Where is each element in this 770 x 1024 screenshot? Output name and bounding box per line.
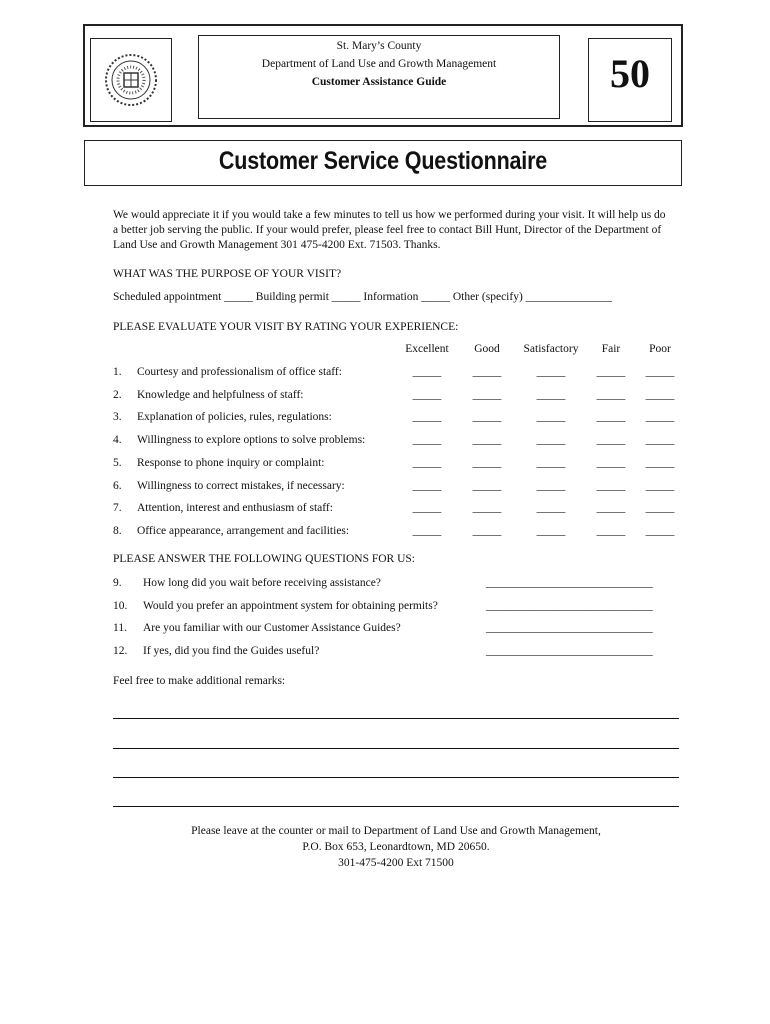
rating-blank-good[interactable]: _____ bbox=[472, 456, 502, 469]
rating-item-text: Explanation of policies, rules, regulations: bbox=[137, 411, 332, 424]
rating-blank-satisfactory[interactable]: _____ bbox=[536, 456, 566, 469]
rating-blank-fair[interactable]: _____ bbox=[596, 456, 626, 469]
rating-blank-excellent[interactable]: _____ bbox=[412, 434, 442, 447]
rating-item-text: Response to phone inquiry or complaint: bbox=[137, 456, 325, 469]
questions-heading: PLEASE ANSWER THE FOLLOWING QUESTIONS FOR US: bbox=[113, 553, 415, 565]
rating-blank-poor[interactable]: _____ bbox=[645, 388, 675, 401]
rating-item-text: Knowledge and helpfulness of staff: bbox=[137, 388, 304, 401]
rating-blank-excellent[interactable]: _____ bbox=[412, 388, 442, 401]
rating-blank-poor[interactable]: _____ bbox=[645, 411, 675, 424]
rating-blank-good[interactable]: _____ bbox=[472, 524, 502, 537]
rating-blank-satisfactory[interactable]: _____ bbox=[536, 502, 566, 515]
rating-item-number: 7. bbox=[113, 502, 122, 515]
question-number: 11. bbox=[113, 622, 127, 635]
county-name: St. Mary’s County bbox=[336, 40, 422, 52]
rating-column-excellent: Excellent bbox=[405, 343, 449, 355]
remarks-line[interactable] bbox=[113, 748, 679, 749]
rating-blank-satisfactory[interactable]: _____ bbox=[536, 524, 566, 537]
rating-blank-satisfactory[interactable]: _____ bbox=[536, 411, 566, 424]
question-answer-blank[interactable]: _____________________________ bbox=[486, 577, 653, 589]
rating-blank-excellent[interactable]: _____ bbox=[412, 524, 442, 537]
county-seal-icon bbox=[91, 39, 171, 121]
remarks-label: Feel free to make additional remarks: bbox=[113, 675, 286, 687]
footer-line-1: Please leave at the counter or mail to Department of Land Use and Growth Management, bbox=[191, 825, 601, 837]
rating-blank-poor[interactable]: _____ bbox=[645, 479, 675, 492]
rating-item-number: 6. bbox=[113, 479, 122, 492]
rating-blank-good[interactable]: _____ bbox=[472, 502, 502, 515]
question-number: 10. bbox=[113, 599, 128, 612]
rating-blank-fair[interactable]: _____ bbox=[596, 479, 626, 492]
purpose-options[interactable]: Scheduled appointment _____ Building permit _____ Information _____ Other (specify) _______________ bbox=[113, 291, 612, 303]
question-answer-blank[interactable]: _____________________________ bbox=[486, 645, 653, 658]
intro-paragraph: We would appreciate it if you would take a few minutes to tell us how we performed during your visit. It will help us do a better job serving the public. If your would prefer, please feel free to contact Bill Hunt, Director of the Department of Land Use and Growth Management 301 475-4200 Ext. 71503. Thanks. bbox=[113, 209, 666, 251]
rating-blank-satisfactory[interactable]: _____ bbox=[536, 479, 566, 492]
rating-item-number: 8. bbox=[113, 524, 122, 537]
rating-item-text: Office appearance, arrangement and facilities: bbox=[137, 524, 350, 537]
form-title: Customer Service Questionnaire bbox=[218, 147, 548, 175]
footer-line-3: 301-475-4200 Ext 71500 bbox=[338, 857, 454, 869]
question-text: If yes, did you find the Guides useful? bbox=[143, 645, 320, 658]
question-text: How long did you wait before receiving assistance? bbox=[143, 577, 381, 589]
rating-column-satisfactory: Satisfactory bbox=[523, 343, 579, 355]
question-number: 9. bbox=[113, 577, 122, 589]
rating-blank-good[interactable]: _____ bbox=[472, 434, 502, 447]
rating-blank-excellent[interactable]: _____ bbox=[412, 366, 442, 378]
question-answer-blank[interactable]: _____________________________ bbox=[486, 622, 653, 635]
remarks-line[interactable] bbox=[113, 777, 679, 778]
rating-blank-fair[interactable]: _____ bbox=[596, 502, 626, 515]
guide-number: 50 bbox=[610, 51, 650, 96]
question-answer-blank[interactable]: _____________________________ bbox=[486, 599, 653, 612]
rating-blank-satisfactory[interactable]: _____ bbox=[536, 434, 566, 447]
rating-item-number: 4. bbox=[113, 434, 122, 447]
department-name: Department of Land Use and Growth Management bbox=[261, 58, 497, 70]
question-text: Are you familiar with our Customer Assistance Guides? bbox=[143, 622, 401, 635]
rating-blank-poor[interactable]: _____ bbox=[645, 456, 675, 469]
rating-blank-excellent[interactable]: _____ bbox=[412, 502, 442, 515]
remarks-line[interactable] bbox=[113, 806, 679, 807]
question-number: 12. bbox=[113, 645, 128, 658]
county-seal bbox=[90, 38, 172, 122]
rating-blank-satisfactory[interactable]: _____ bbox=[536, 366, 566, 378]
rating-blank-fair[interactable]: _____ bbox=[596, 411, 626, 424]
rating-blank-poor[interactable]: _____ bbox=[645, 434, 675, 447]
rating-blank-fair[interactable]: _____ bbox=[596, 524, 626, 537]
rating-blank-poor[interactable]: _____ bbox=[645, 366, 675, 378]
rating-column-fair: Fair bbox=[601, 343, 621, 355]
rating-item-number: 5. bbox=[113, 456, 122, 469]
rating-item-text: Courtesy and professionalism of office staff: bbox=[137, 366, 342, 378]
rating-column-good: Good bbox=[474, 343, 500, 355]
rating-blank-poor[interactable]: _____ bbox=[645, 502, 675, 515]
rating-blank-fair[interactable]: _____ bbox=[596, 366, 626, 378]
rating-blank-good[interactable]: _____ bbox=[472, 388, 502, 401]
rating-item-text: Attention, interest and enthusiasm of staff: bbox=[137, 502, 333, 515]
rating-blank-excellent[interactable]: _____ bbox=[412, 456, 442, 469]
rating-item-number: 2. bbox=[113, 388, 122, 401]
rating-blank-excellent[interactable]: _____ bbox=[412, 479, 442, 492]
rating-column-poor: Poor bbox=[649, 343, 671, 355]
question-text: Would you prefer an appointment system for obtaining permits? bbox=[143, 599, 438, 612]
rating-blank-good[interactable]: _____ bbox=[472, 366, 502, 378]
rating-blank-fair[interactable]: _____ bbox=[596, 434, 626, 447]
rating-blank-good[interactable]: _____ bbox=[472, 411, 502, 424]
footer-line-2: P.O. Box 653, Leonardtown, MD 20650. bbox=[302, 841, 490, 853]
rating-blank-satisfactory[interactable]: _____ bbox=[536, 388, 566, 401]
remarks-line[interactable] bbox=[113, 718, 679, 719]
rating-blank-poor[interactable]: _____ bbox=[645, 524, 675, 537]
rating-item-number: 1. bbox=[113, 366, 122, 378]
rating-item-text: Willingness to correct mistakes, if necessary: bbox=[137, 479, 345, 492]
rating-blank-excellent[interactable]: _____ bbox=[412, 411, 442, 424]
rating-blank-good[interactable]: _____ bbox=[472, 479, 502, 492]
purpose-heading: WHAT WAS THE PURPOSE OF YOUR VISIT? bbox=[113, 268, 342, 280]
rating-item-text: Willingness to explore options to solve problems: bbox=[137, 434, 366, 447]
rating-heading: PLEASE EVALUATE YOUR VISIT BY RATING YOUR EXPERIENCE: bbox=[113, 321, 459, 333]
guide-title: Customer Assistance Guide bbox=[311, 76, 447, 88]
rating-item-number: 3. bbox=[113, 411, 122, 424]
rating-blank-fair[interactable]: _____ bbox=[596, 388, 626, 401]
